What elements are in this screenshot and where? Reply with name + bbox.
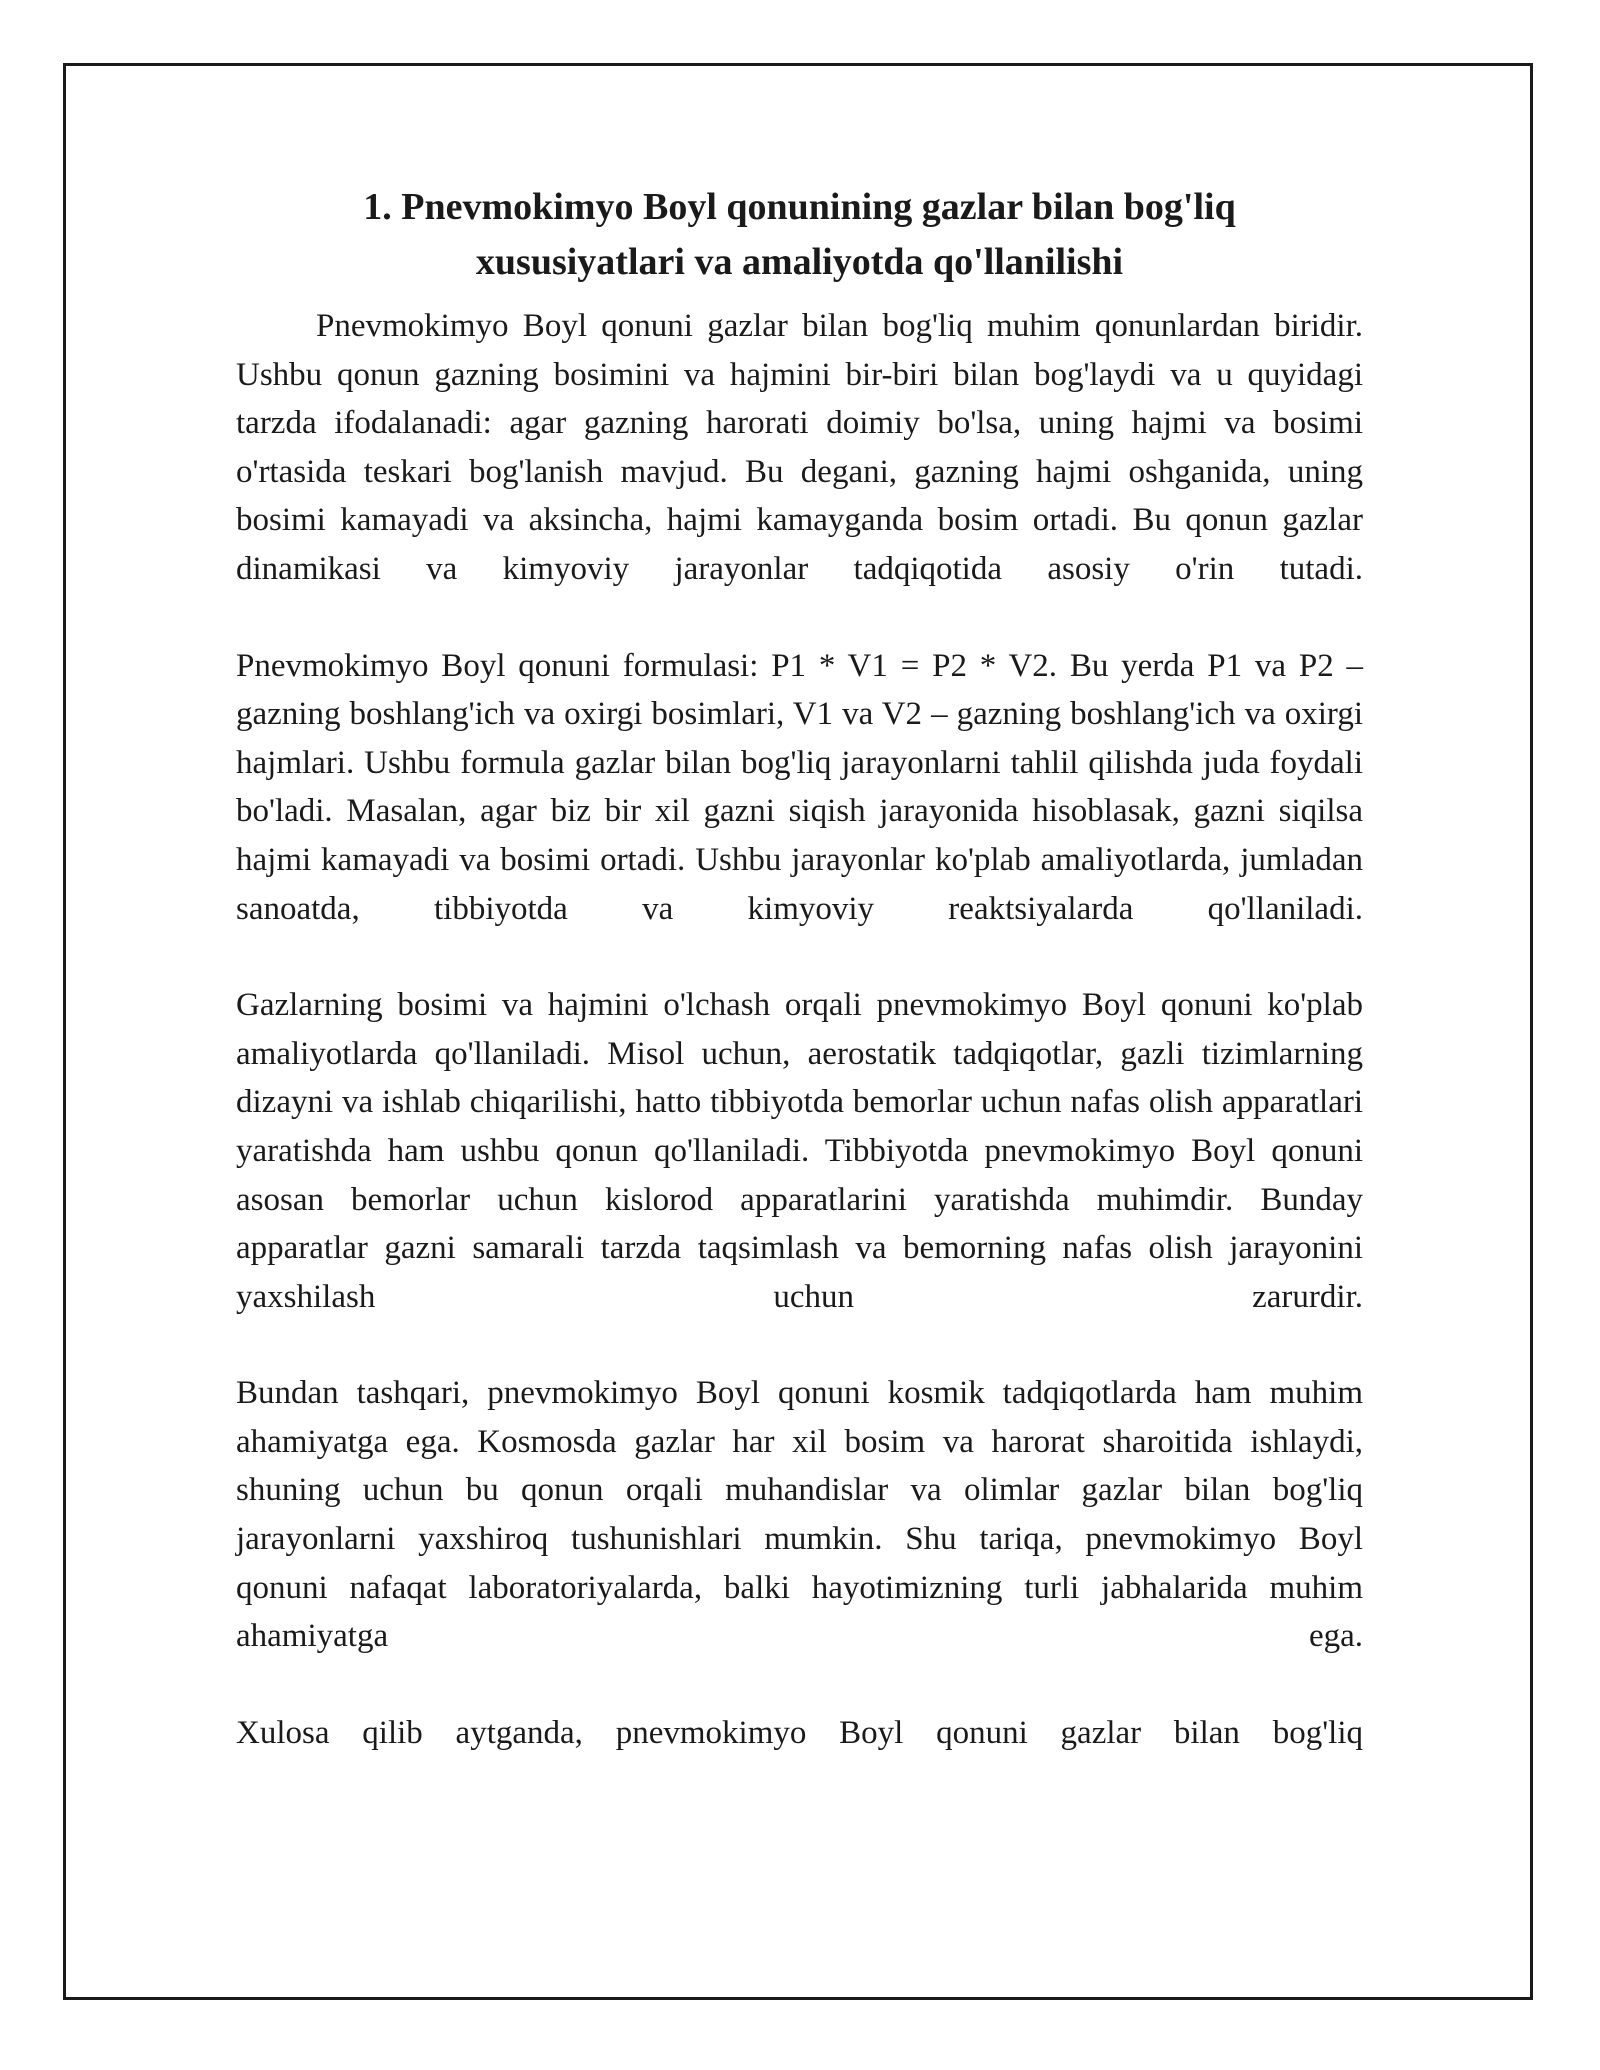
paragraph-formula: Pnevmokimyo Boyl qonuni formulasi: P1 * V1 = P2 * V2. Bu yerda P1 va P2 – gazning boshlang'ich va oxirgi bosimlari, V1 va V2 – gazning boshlang'ich va oxirgi hajmlari. Ushbu formula gazlar bilan bog'liq jarayonlarni tahlil qilishda juda foydali bo'ladi. Masalan, agar biz bir xil gazni siqish jarayonida hisoblasak, gazni siqilsa hajmi kamayadi va bosimi ortadi. Ushbu jarayonlar ko'plab amaliyotlarda, jumladan sanoatda, tibbiyotda va kimyoviy reaktsiyalarda qo'llaniladi. bbox=[236, 647, 1363, 927]
paragraph-conclusion: Xulosa qilib aytganda, pnevmokimyo Boyl qonuni gazlar bilan bog'liq bbox=[236, 1714, 1363, 1751]
document-body bbox=[236, 180, 1363, 1757]
paragraph-intro: Pnevmokimyo Boyl qonuni gazlar bilan bog'liq muhim qonunlardan biridir. Ushbu qonun gazning bosimini va hajmini bir-biri bilan bog'laydi va u quyidagi tarzda ifodalanadi: agar gazning harorati doimiy bo'lsa, uning hajmi va bosimi o'rtasida teskari bog'lanish mavjud. Bu degani, gazning hajmi oshganida, uning bosimi kamayadi va aksincha, hajmi kamayganda bosim ortadi. Bu qonun gazlar dinamikasi va kimyoviy jarayonlar tadqiqotida asosiy o'rin tutadi. bbox=[236, 308, 1363, 587]
paragraph-space-research: Bundan tashqari, pnevmokimyo Boyl qonuni kosmik tadqiqotlarda ham muhim ahamiyatga ega. Kosmosda gazlar har xil bosim va harorat sharoitida ishlaydi, shuning uchun bu qonun orqali muhandislar va olimlar gazlar bilan bog'liq jarayonlarni yaxshiroq tushunishlari mumkin. Shu tariqa, pnevmokimyo Boyl qonuni nafaqat laboratoriyalarda, balki hayotimizning turli jabhalarida muhim ahamiyatga ega. bbox=[236, 1375, 1363, 1655]
document-title: 1. Pnevmokimyo Boyl qonunining gazlar bilan bog'liq xususiyatlari va amaliyotda qo'llanilishi bbox=[363, 186, 1236, 283]
paragraph-applications: Gazlarning bosimi va hajmini o'lchash orqali pnevmokimyo Boyl qonuni ko'plab amaliyotlarda qo'llaniladi. Misol uchun, aerostatik tadqiqotlar, gazli tizimlarning dizayni va ishlab chiqarilishi, hatto tibbiyotda bemorlar uchun nafas olish apparatlari yaratishda ham ushbu qonun qo'llaniladi. Tibbiyotda pnevmokimyo Boyl qonuni asosan bemorlar uchun kislorod apparatlarini yaratishda muhimdir. Bunday apparatlar gazni samarali tarzda taqsimlash va bemorning nafas olish jarayonini yaxshilash uchun zarurdir. bbox=[236, 987, 1363, 1315]
